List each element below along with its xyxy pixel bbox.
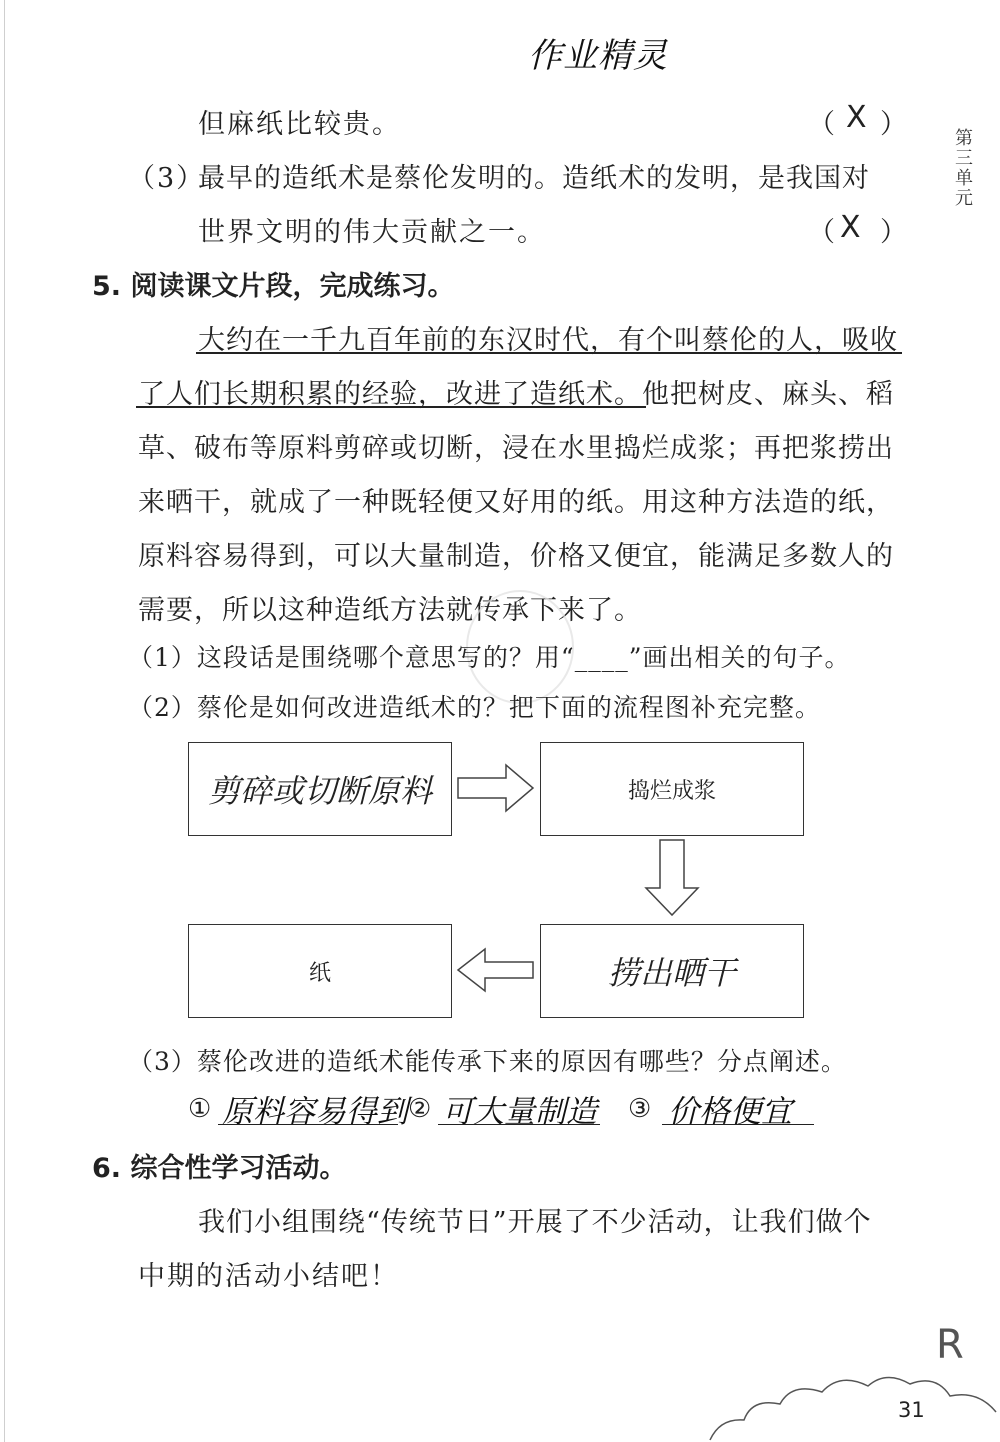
flow-box-4-text: 纸 xyxy=(308,960,331,986)
unit-side-tab-label: 第三单元 xyxy=(952,128,973,208)
answer-1: 原料容易得到 xyxy=(222,1094,408,1130)
answer-2-underline xyxy=(438,1124,600,1125)
q5-sub1: （1）这段话是围绕哪个意思写的？用“____”画出相关的句子。 xyxy=(128,643,851,672)
publisher-logo: R xyxy=(936,1322,964,1368)
answer-3: 价格便宜 xyxy=(668,1094,792,1130)
q5-passage-line-3: 草、破布等原料剪碎或切断，浸在水里捣烂成浆；再把浆捞出 xyxy=(138,433,894,464)
q6-title: 6. 综合性学习活动。 xyxy=(92,1153,347,1184)
q4-item3-number: （3） xyxy=(128,163,206,194)
answer-2: 可大量制造 xyxy=(442,1094,597,1130)
flow-box-2-text: 捣烂成浆 xyxy=(627,778,716,804)
q5-passage-line-5: 原料容易得到，可以大量制造，价格又便宜，能满足多数人的 xyxy=(138,541,894,572)
q4-item3-line2: 世界文明的伟大贡献之一。 xyxy=(198,217,546,248)
arrow-down-icon xyxy=(646,840,698,915)
q5-passage-line-4: 来晒干，就成了一种既轻便又好用的纸。用这种方法造的纸， xyxy=(138,487,894,518)
q4-item3-answer-mark: X xyxy=(840,210,861,245)
answer-number-3: ③ xyxy=(628,1094,654,1124)
arrow-left-icon xyxy=(458,949,533,991)
q4-line-a: 但麻纸比较贵。 xyxy=(198,109,401,140)
handwritten-header: 作业精灵 xyxy=(528,36,668,76)
q4-item3-paren-open: （ xyxy=(808,217,835,248)
q6-line-2: 中期的活动小结吧！ xyxy=(138,1261,399,1292)
flow-box-1-text: 剪碎或切断原料 xyxy=(207,772,432,810)
answer-1-underline xyxy=(218,1124,398,1125)
arrow-right-icon xyxy=(458,765,533,811)
q5-title: 5. 阅读课文片段，完成练习。 xyxy=(92,271,455,302)
q5-passage-line-6: 需要，所以这种造纸方法就传承下来了。 xyxy=(138,595,642,626)
answer-3-underline xyxy=(662,1124,814,1125)
q4-item3-line1: 最早的造纸术是蔡伦发明的。造纸术的发明，是我国对 xyxy=(198,163,870,194)
q4-line-a-answer-mark: X xyxy=(846,100,867,135)
q5-sub3: （3）蔡伦改进的造纸术能传承下来的原因有哪些？分点阐述。 xyxy=(128,1047,847,1076)
q4-line-a-paren-close: ） xyxy=(880,109,907,140)
cloud-decoration xyxy=(700,1360,1000,1442)
answer-number-2: ② xyxy=(408,1094,434,1124)
answer-number-1: ① xyxy=(188,1094,214,1124)
q5-sub2: （2）蔡伦是如何改进造纸术的？把下面的流程图补充完整。 xyxy=(128,693,821,722)
q4-line-a-paren-open: （ xyxy=(808,109,835,140)
q6-line-1: 我们小组围绕“传统节日”开展了不少活动，让我们做个 xyxy=(198,1207,872,1238)
q5-passage-line-2: 了人们长期积累的经验，改进了造纸术。他把树皮、麻头、稻 xyxy=(138,379,894,410)
q5-passage-line-1: 大约在一千九百年前的东汉时代，有个叫蔡伦的人，吸收 xyxy=(198,325,898,356)
page-number: 31 xyxy=(898,1398,925,1422)
q4-item3-paren-close: ） xyxy=(880,217,907,248)
flow-box-3-text: 捞出晒干 xyxy=(607,954,736,992)
